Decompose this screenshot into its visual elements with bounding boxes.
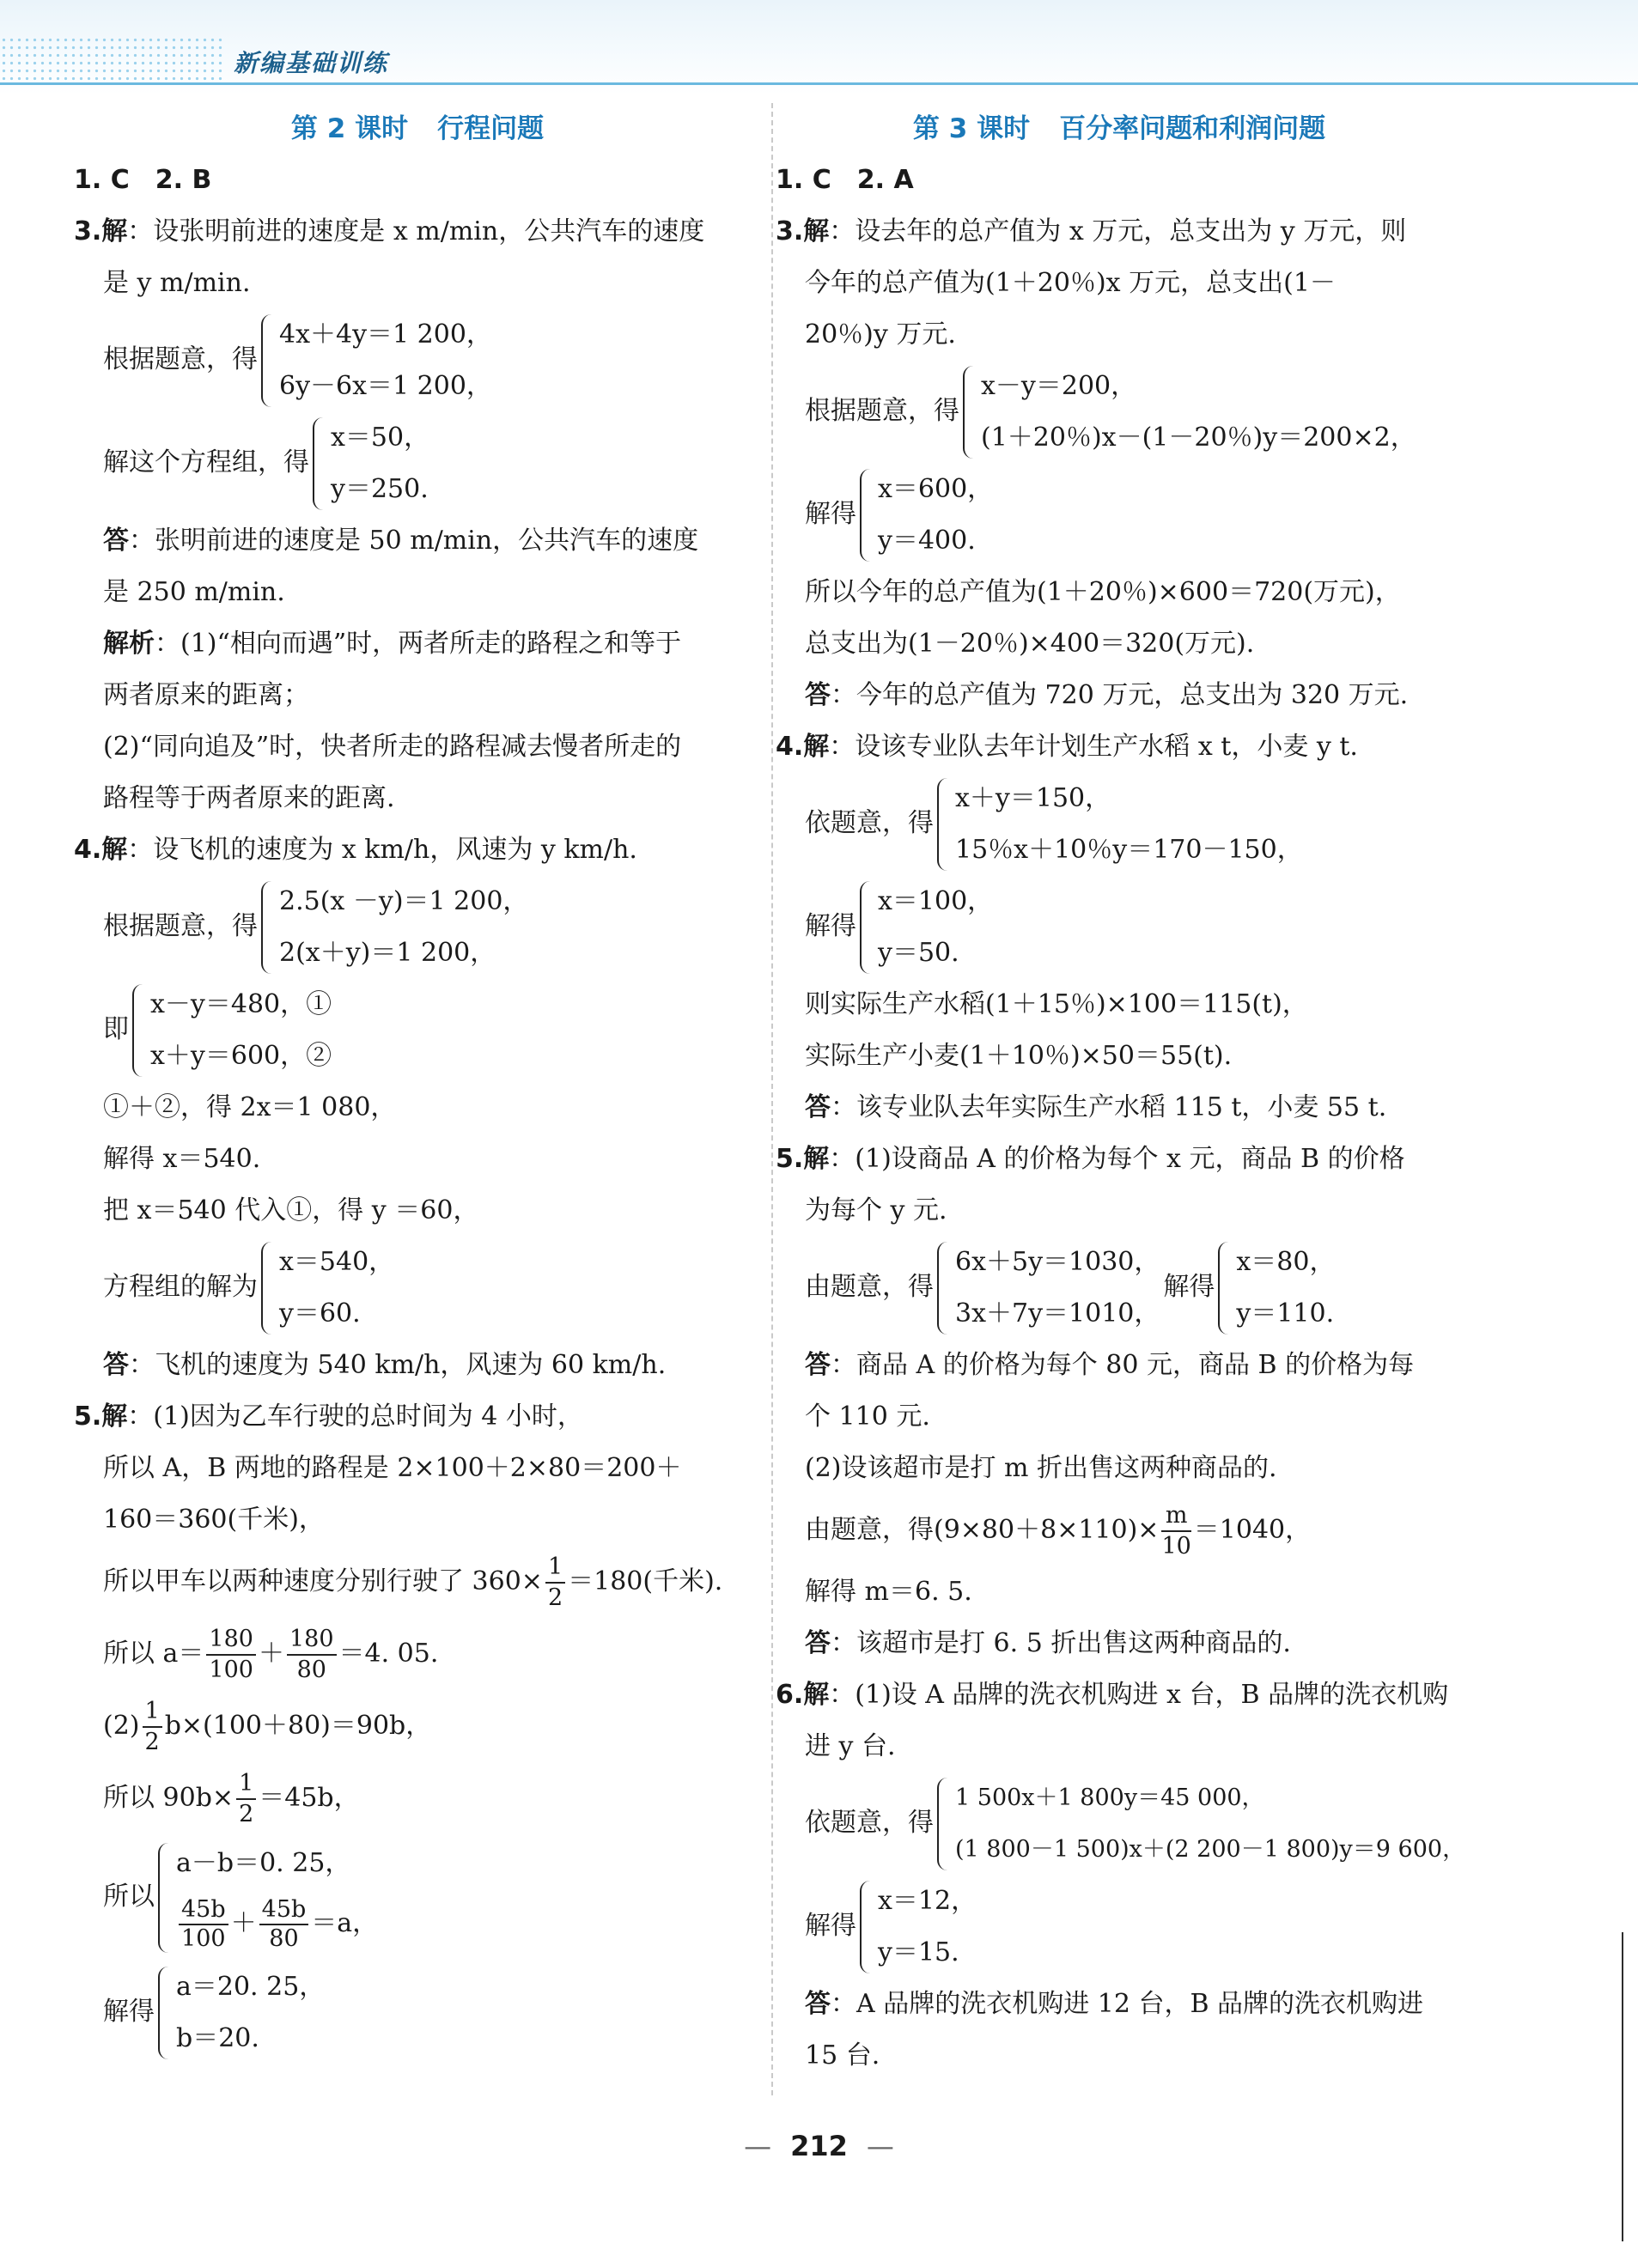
equation: 15％x＋10％y＝170－150， (955, 835, 1303, 865)
question-4-solution (74, 824, 761, 1391)
fraction: $\frac{1}{2}$ (236, 1769, 256, 1829)
page-edge-mark (1622, 1932, 1623, 2241)
text-line: ：(1)设 A 品牌的洗衣机购进 x 台，B 品牌的洗衣机购 (829, 1680, 1449, 1710)
header-title: 新编基础训练 (234, 49, 389, 77)
text-line: 20％)y 万元. (805, 319, 956, 350)
text-line: ①＋②，得 2x＝1 080， (103, 1092, 397, 1122)
text-line: ：设张明前进的速度是 x m/min，公共汽车的速度 (127, 216, 705, 246)
equation: y＝50. (878, 938, 959, 968)
text-line: 总支出为(1－20％)×400＝320(万元). (805, 629, 1255, 659)
equation-system (74, 309, 761, 412)
text-line: ：该专业队去年实际生产水稻 115 t，小麦 55 t. (831, 1092, 1387, 1122)
equation: y＝110. (1236, 1298, 1335, 1329)
system-prefix: 依题意，得 (805, 1808, 934, 1838)
lesson-topic: 百分率问题和利润问题 (1059, 113, 1326, 144)
formula-line: 所以甲车以两种速度分别行驶了 360× $\frac{1}{2}$ ＝180(千米). (103, 1554, 723, 1611)
equation: x＝50， (331, 423, 430, 453)
header-dot-pattern (0, 36, 223, 81)
equation-system (776, 1772, 1466, 1876)
text-line: 进 y 台. (805, 1731, 896, 1761)
question-number: 6. (776, 1680, 804, 1710)
text-line: ：张明前进的速度是 50 m/min，公共汽车的速度 (129, 526, 699, 556)
equation-system (776, 1237, 1463, 1340)
equation: 2(x＋y)＝1 200， (279, 938, 496, 968)
equation: 6x＋5y＝1030， (955, 1247, 1160, 1277)
equation-system (776, 876, 1463, 979)
analysis-label: 解析 (103, 629, 155, 659)
system-prefix: 解得 (1163, 1272, 1215, 1302)
equation: y＝250. (331, 474, 429, 504)
question-5-solution (74, 1391, 761, 2064)
system-prefix: 解得 (805, 1911, 856, 1941)
text-line: ：设去年的总产值为 x 万元，总支出为 y 万元，则 (829, 216, 1407, 246)
fraction: $\frac{1}{2}$ (545, 1553, 565, 1613)
lesson-topic: 行程问题 (437, 113, 545, 144)
equation: 1 500x＋1 800y＝45 000， (955, 1785, 1265, 1811)
text-line: ：(1)设商品 A 的价格为每个 x 元，商品 B 的价格 (829, 1144, 1405, 1174)
text-line: 是 y m/min. (103, 268, 251, 298)
equation: x－y＝200， (981, 371, 1137, 401)
text-line: 个 110 元. (805, 1402, 930, 1432)
text-line: 把 x＝540 代入①，得 y ＝60， (103, 1195, 479, 1225)
text-line: 解得 x＝540. (103, 1144, 261, 1174)
equation-system (776, 1876, 1463, 1979)
system-prefix: 即 (103, 1014, 129, 1044)
fraction: $\frac{1}{2}$ (143, 1697, 162, 1757)
system-prefix: 方程组的解为 (103, 1272, 258, 1302)
text-line: 解得 m＝6. 5. (805, 1577, 972, 1607)
equation-system (74, 1237, 761, 1340)
system-prefix: 解这个方程组，得 (103, 447, 309, 477)
solution-label: 解 (803, 1144, 830, 1174)
solution-label: 解 (101, 835, 128, 865)
text-line: 路程等于两者原来的距离. (103, 783, 395, 813)
equation: y＝400. (878, 526, 976, 556)
section-title-left (74, 103, 761, 155)
answer-label: 答 (805, 1350, 831, 1380)
answer-label: 答 (805, 1628, 831, 1658)
text-line: 今年的总产值为(1＋20％)x 万元，总支出(1－ (805, 268, 1336, 298)
equation: $\frac{45b}{100}$ ＋ $\frac{45b}{80}$ ＝a， (176, 1889, 378, 1958)
answer-label: 答 (103, 1350, 129, 1380)
equation: 3x＋7y＝1010， (955, 1298, 1160, 1329)
equation: x＋y＝150， (955, 783, 1111, 813)
equation: x＝100， (878, 886, 994, 916)
question-number: 4. (776, 732, 804, 762)
question-3-solution (776, 206, 1463, 721)
answer-label: 答 (805, 1989, 831, 2019)
equation: x＝540， (279, 1247, 395, 1277)
solution-label: 解 (803, 216, 830, 246)
system-prefix: 根据题意，得 (103, 911, 258, 941)
equation: (1＋20％)x－(1－20％)y＝200×2， (981, 423, 1416, 453)
text-line: ：设飞机的速度为 x km/h，风速为 y km/h. (127, 835, 637, 865)
text-line: (2)“同向追及”时，快者所走的路程减去慢者所走的 (103, 732, 682, 762)
equation-system (776, 361, 1463, 464)
equation: b＝20. (176, 2023, 259, 2053)
text-line: 则实际生产水稻(1＋15％)×100＝115(t)， (805, 989, 1308, 1019)
text-line: 所以今年的总产值为(1＋20％)×600＝720(万元)， (805, 577, 1401, 607)
answer-1-2: 1. C 2. A (776, 165, 914, 195)
question-number: 5. (74, 1402, 102, 1432)
fraction: $\frac{m}{10}$ (1161, 1502, 1191, 1560)
equation: 6y－6x＝1 200， (279, 371, 492, 401)
system-prefix: 解得 (805, 499, 856, 529)
fraction: $\frac{180}{80}$ (287, 1625, 337, 1685)
question-6-solution (776, 1669, 1466, 2082)
text-line: 是 250 m/min. (103, 577, 285, 607)
text-line: 为每个 y 元. (805, 1195, 947, 1225)
equation-system (776, 464, 1463, 567)
solution-label: 解 (803, 732, 830, 762)
system-prefix: 根据题意，得 (805, 396, 959, 426)
text-line: 实际生产小麦(1＋10％)×50＝55(t). (805, 1041, 1233, 1071)
formula-line: (2) $\frac{1}{2}$ b×(100＋80)＝90b， (103, 1698, 432, 1755)
left-column (74, 103, 761, 2064)
lesson-label: 第 2 课时 (290, 113, 409, 144)
text-line: 所以 A，B 两地的路程是 2×100＋2×80＝200＋ (103, 1453, 682, 1483)
text-line: (2)设该超市是打 m 折出售这两种商品的. (805, 1453, 1277, 1483)
equation: y＝60. (279, 1298, 361, 1329)
solution-label: 解 (101, 216, 128, 246)
system-prefix: 所以 (103, 1882, 155, 1912)
equation-system (74, 1834, 761, 1961)
equation: x－y＝480，① (150, 989, 332, 1019)
equation: (1 800－1 500)x＋(2 200－1 800)y＝9 600， (955, 1836, 1466, 1863)
equation-system (74, 876, 761, 979)
system-prefix: 依题意，得 (805, 808, 934, 838)
page-number: — 212 — (744, 2130, 894, 2162)
equation: 2.5(x －y)＝1 200， (279, 886, 529, 916)
text-line: ：A 品牌的洗衣机购进 12 台，B 品牌的洗衣机购进 (831, 1989, 1424, 2019)
answer-label: 答 (103, 526, 129, 556)
system-prefix: 由题意，得 (805, 1272, 934, 1302)
equation: a＝20. 25， (176, 1972, 326, 2002)
text-line: 15 台. (805, 2040, 880, 2070)
question-number: 3. (74, 216, 102, 246)
equation: x＝12， (878, 1886, 977, 1916)
question-number: 4. (74, 835, 102, 865)
question-number: 3. (776, 216, 804, 246)
column-divider (771, 103, 773, 2095)
equation-system (74, 412, 761, 515)
equation-system (776, 773, 1463, 876)
text-line: ：飞机的速度为 540 km/h，风速为 60 km/h. (129, 1350, 667, 1380)
system-prefix: 解得 (103, 1997, 155, 2027)
solution-label: 解 (101, 1402, 128, 1432)
question-3-solution (74, 206, 761, 824)
formula-line: 所以 90b× $\frac{1}{2}$ ＝45b， (103, 1770, 360, 1827)
system-prefix: 根据题意，得 (103, 344, 258, 374)
text-line: ：今年的总产值为 720 万元，总支出为 320 万元. (831, 680, 1409, 710)
equation: x＝80， (1236, 1247, 1336, 1277)
equation: a－b＝0. 25， (176, 1848, 351, 1878)
text-line: ：(1)因为乙车行驶的总时间为 4 小时， (127, 1402, 583, 1432)
equation: x＝600， (878, 474, 994, 504)
answer-label: 答 (805, 680, 831, 710)
header-rule (0, 82, 1638, 85)
formula-line: 由题意，得(9×80＋8×110)× $\frac{m}{10}$ ＝1040， (805, 1502, 1312, 1560)
fraction: $\frac{180}{100}$ (206, 1625, 256, 1685)
text-line: ：该超市是打 6. 5 折出售这两种商品的. (831, 1628, 1291, 1658)
right-column (776, 103, 1466, 2082)
equation: x＋y＝600，② (150, 1041, 332, 1071)
text-line: 两者原来的距离； (103, 680, 309, 710)
question-number: 5. (776, 1144, 804, 1174)
section-title-right (776, 103, 1463, 155)
text-line: ：(1)“相向而遇”时，两者所走的路程之和等于 (155, 629, 682, 659)
formula-line: 所以 a＝ $\frac{180}{100}$ ＋ $\frac{180}{80}$ ＝4. 05. (103, 1626, 439, 1683)
question-4-solution (776, 721, 1463, 1134)
answer-1-2: 1. C 2. B (74, 165, 212, 195)
question-5-solution (776, 1134, 1463, 1669)
system-prefix: 解得 (805, 911, 856, 941)
equation-system (74, 979, 761, 1082)
equation-system (74, 1961, 761, 2064)
solution-label: 解 (803, 1680, 830, 1710)
text-line: ：商品 A 的价格为每个 80 元，商品 B 的价格为每 (831, 1350, 1415, 1380)
answer-label: 答 (805, 1092, 831, 1122)
equation: 4x＋4y＝1 200， (279, 319, 492, 350)
lesson-label: 第 3 课时 (912, 113, 1031, 144)
text-line: ：设该专业队去年计划生产水稻 x t，小麦 y t. (829, 732, 1358, 762)
text-line: 160＝360(千米)， (103, 1505, 325, 1535)
equation: y＝15. (878, 1937, 959, 1967)
